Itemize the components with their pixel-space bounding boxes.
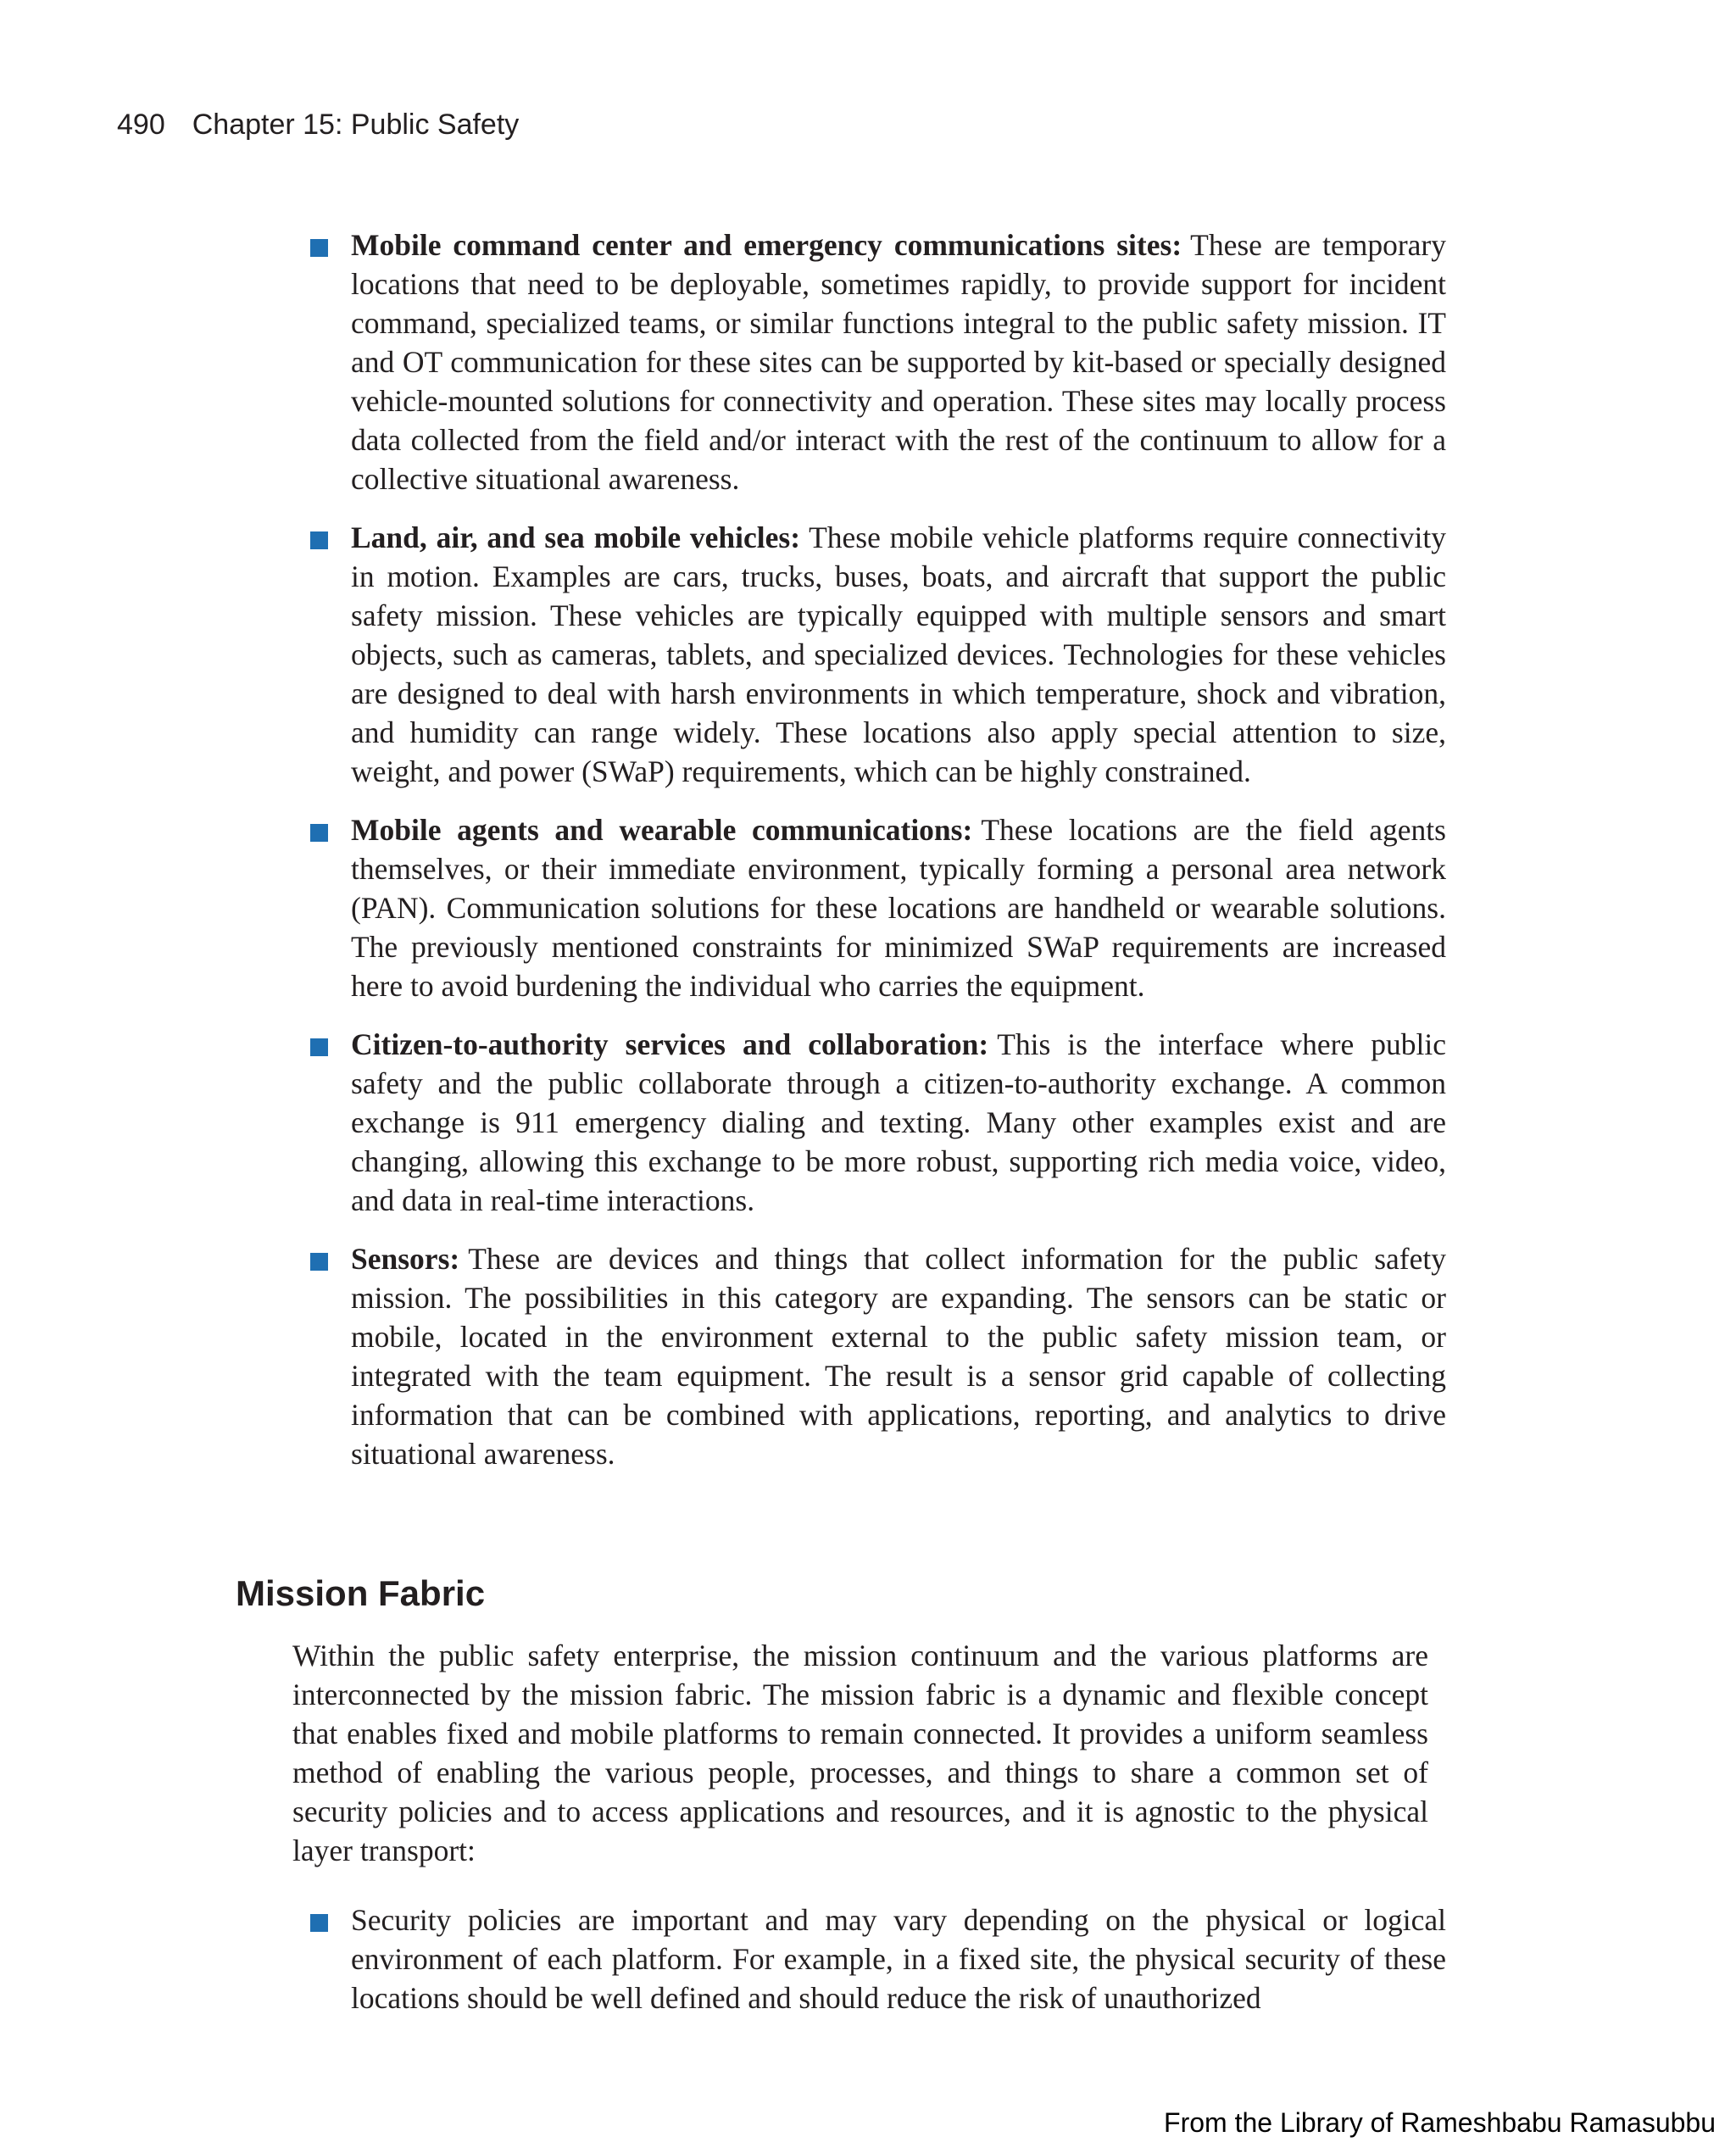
bullet-term: Mobile command center and emergency communications sites: (351, 228, 1182, 262)
bullet-term: Sensors: (351, 1242, 460, 1276)
platform-bullet-list (310, 225, 1446, 1493)
section-paragraph: Within the public safety enterprise, the mission continuum and the various platforms are interconnected by the mission fabric. The mission fabric is a dynamic and flexible concept that enables fixed and mobile platforms to remain connected. It provides a uniform seamless method of enabling the various people, processes, and things to share a common set of security policies and to access applications and resources, and it is agnostic to the physical layer transport: (292, 1639, 1428, 1867)
square-bullet-icon (310, 1914, 328, 1932)
square-bullet-icon (310, 531, 328, 549)
bullet-text: Security policies are important and may vary depending on the physical or logical environment of each platform. For example, in a fixed site, the physical security of these locations should be well defined and should reduce the risk of unauthorized (351, 1903, 1446, 2015)
chapter-title: Chapter 15: Public Safety (192, 109, 520, 141)
bullet-item-security-policies (310, 1900, 1446, 2017)
running-head (117, 109, 519, 142)
bullet-text: This is the interface where public safety and the public collaborate through a citizen-to-authority exchange. A common exchange is 911 emergency dialing and texting. Many other examples exist and are changing, allowing this exchange to be more robust, supporting rich media voice, video, and data in real-time interactions. (351, 1027, 1446, 1217)
square-bullet-icon (310, 239, 328, 257)
square-bullet-icon (310, 1253, 328, 1271)
mission-fabric-bullet-list (310, 1900, 1446, 2037)
bullet-item-mobile-vehicles (310, 518, 1446, 791)
bullet-text: These locations are the field agents themselves, or their immediate environment, typically forming a personal area network (PAN). Communication solutions for these locations are handheld or wearable solutions. The previously mentioned constraints for minimized SWaP requirements are increased here to avoid burdening the individual who carries the equipment. (351, 813, 1446, 1003)
bullet-term: Land, air, and sea mobile vehicles: (351, 520, 801, 554)
library-watermark: From the Library of Rameshbabu Ramasubbu (1164, 2107, 1716, 2138)
bullet-text: These are temporary locations that need to be deployable, sometimes rapidly, to provide support for incident command, specialized teams, or similar functions integral to the public safety mission. IT and OT communication for these sites can be supported by kit-based or specially designed vehicle-mounted solutions for connectivity and operation. These sites may locally process data collected from the field and/or interact with the rest of the continuum to allow for a collective situational awareness. (351, 228, 1446, 496)
bullet-item-sensors (310, 1239, 1446, 1473)
bullet-text: These are devices and things that collect information for the public safety mission. The possibilities in this category are expanding. The sensors can be static or mobile, located in the environment external to the public safety mission team, or integrated with the team equipment. The result is a sensor grid capable of collecting information that can be combined with applications, reporting, and analytics to drive situational awareness. (351, 1242, 1446, 1471)
bullet-text: These mobile vehicle platforms require connectivity in motion. Examples are cars, trucks, buses, boats, and aircraft that support the public safety mission. These vehicles are typically equipped with multiple sensors and smart objects, such as cameras, tablets, and specialized devices. Technologies for these vehicles are designed to deal with harsh environments in which temperature, shock and vibration, and humidity can range widely. These locations also apply special attention to size, weight, and power (SWaP) requirements, which can be highly constrained. (351, 520, 1447, 788)
bullet-item-mobile-agents (310, 810, 1446, 1005)
bullet-item-mobile-command-center (310, 225, 1446, 498)
square-bullet-icon (310, 1038, 328, 1056)
bullet-term: Citizen-to-authority services and collaboration: (351, 1027, 989, 1061)
bullet-term: Mobile agents and wearable communications: (351, 813, 973, 847)
bullet-item-citizen-to-authority (310, 1025, 1446, 1220)
page-number: 490 (117, 109, 165, 141)
square-bullet-icon (310, 824, 328, 842)
section-heading: Mission Fabric (236, 1573, 486, 1613)
